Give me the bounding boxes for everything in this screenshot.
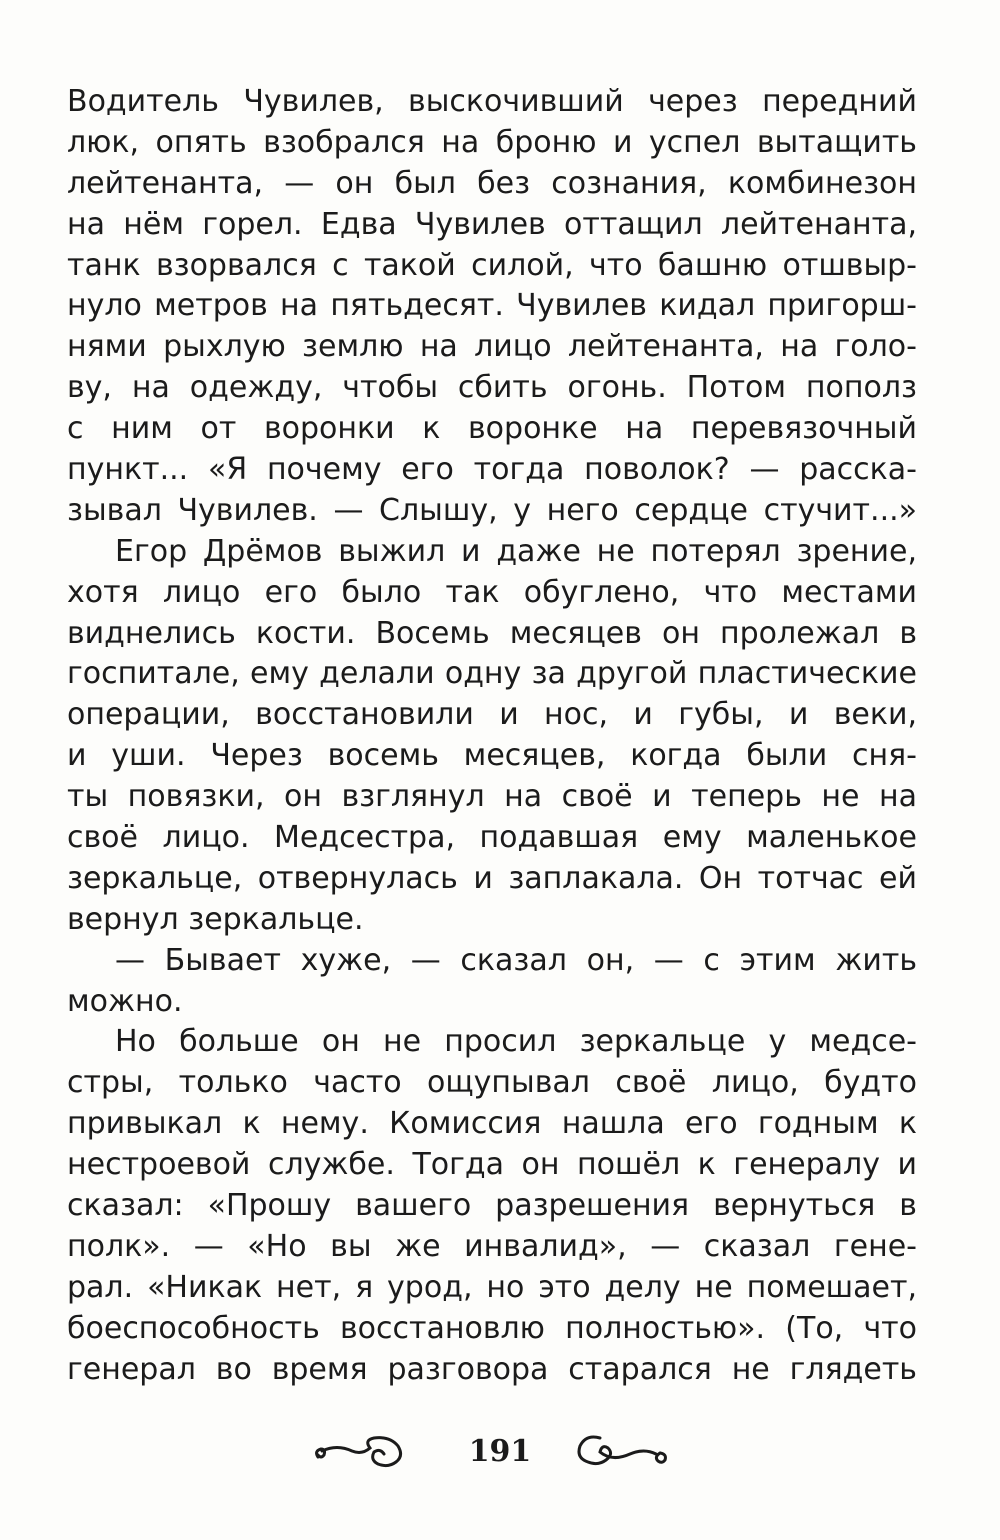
text-line: пункт... «Я почему его тогда поволок? — расска- (67, 452, 917, 488)
text-line: боеспособность восстановлю полностью». (То, что (67, 1310, 917, 1346)
text-line: стры, только часто ощупывал своё лицо, будто (67, 1065, 917, 1101)
page-number: 191 (468, 1434, 532, 1469)
page-text (67, 82, 917, 1391)
text-line: и уши. Через восемь месяцев, когда были сня- (67, 738, 917, 774)
text-line: виднелись кости. Восемь месяцев он пролежал в (67, 615, 917, 651)
text-line: зеркальце, отвернулась и заплакала. Он тотчас ей (67, 860, 917, 896)
text-line: полк». — «Но вы же инвалид», — сказал гене- (67, 1228, 917, 1264)
text-line: зывал Чувилев. — Слышу, у него сердце стучит...» (67, 492, 917, 528)
page-footer (0, 1424, 1000, 1484)
text-line: нями рыхлую землю на лицо лейтенанта, на голо- (67, 329, 917, 365)
text-line: генерал во время разговора старался не глядеть (67, 1351, 917, 1387)
text-line: рал. «Никак нет, я урод, но это делу не помешает, (67, 1269, 917, 1305)
paragraph-start-line: Егор Дрёмов выжил и даже не потерял зрение, (115, 533, 917, 569)
text-line: своё лицо. Медсестра, подавшая ему маленькое (67, 820, 917, 856)
text-line: на нём горел. Едва Чувилев оттащил лейтенанта, (67, 206, 917, 242)
text-line: Водитель Чувилев, выскочивший через передний (67, 84, 917, 119)
text-line: нестроевой службе. Тогда он пошёл к генералу и (67, 1147, 917, 1183)
text-line: нуло метров на пятьдесят. Чувилев кидал пригорш- (67, 288, 917, 324)
paragraph-end-line: вернул зеркальце. (67, 901, 364, 937)
text-line: ты повязки, он взглянул на своё и теперь не на (67, 779, 917, 815)
text-line: лейтенанта, — он был без сознания, комбинезон (67, 165, 917, 201)
text-line: операции, восстановили и нос, и губы, и веки, (67, 697, 917, 733)
ornament-left-icon (312, 1424, 412, 1474)
text-line: госпитале, ему делали одну за другой пластические (67, 656, 917, 692)
text-line: люк, опять взобрался на броню и успел вытащить (67, 124, 917, 160)
text-line: сказал: «Прошу вашего разрешения вернуться в (67, 1188, 917, 1224)
paragraph-start-line: — Бывает хуже, — сказал он, — с этим жить (115, 942, 917, 978)
ornament-right-icon (572, 1424, 672, 1474)
text-line: привыкал к нему. Комиссия нашла его годным к (67, 1106, 917, 1142)
text-line: ву, на одежду, чтобы сбить огонь. Потом пополз (67, 370, 917, 406)
text-line: с ним от воронки к воронке на перевязочный (67, 411, 917, 447)
paragraph-end-line: можно. (67, 983, 183, 1019)
paragraph-start-line: Но больше он не просил зеркальце у медсе- (115, 1024, 917, 1060)
text-line: танк взорвался с такой силой, что башню отшвыр- (67, 247, 917, 283)
text-line: хотя лицо его было так обуглено, что местами (67, 574, 917, 610)
